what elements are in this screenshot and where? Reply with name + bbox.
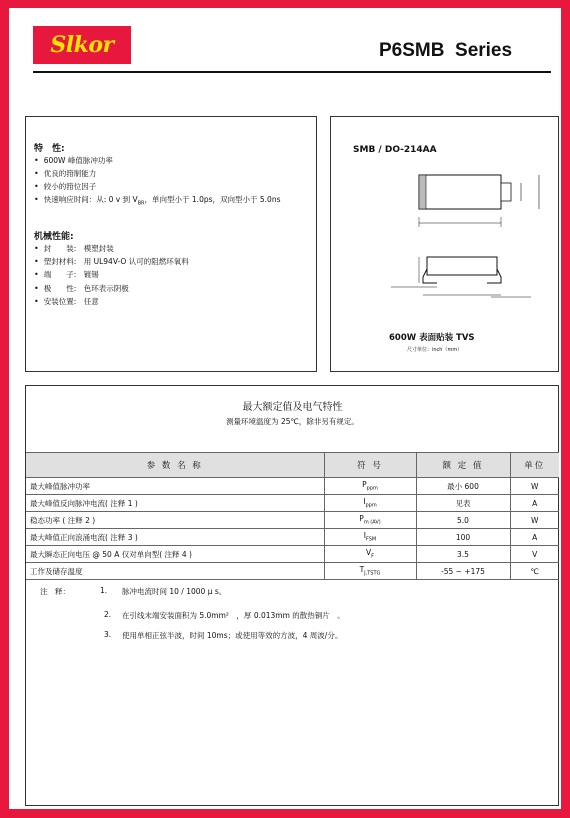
- col-header-parameter: 参 数 名 称: [26, 453, 324, 478]
- mechanical-item: [34, 243, 114, 254]
- table-row: [26, 529, 559, 546]
- mechanical-item: [34, 256, 189, 267]
- note-text: 使用单相正弦半波，时间 10ms；或使用等效的方波，4 周波/分。: [122, 631, 343, 640]
- symbol-sub: ppm: [366, 485, 378, 492]
- ratings-title: 最大额定值及电气特性: [242, 402, 343, 413]
- mechanical-item: [34, 283, 129, 294]
- param-name: 最大峰值脉冲功率: [26, 478, 324, 495]
- table-row: [26, 478, 559, 495]
- param-symbol: [324, 529, 416, 546]
- symbol-text: I: [363, 497, 366, 507]
- note-text: 在引线末端安装面积为 5.0mm² ，厚 0.013mm 的散热铜片 。: [122, 611, 345, 620]
- feature-item: • 优良的箝制能力: [34, 168, 96, 179]
- param-unit: ℃: [510, 563, 559, 580]
- feature-text: ，单向型小于 1.0ps，双向型小于 5.0ns: [144, 195, 281, 204]
- note-text: 脉冲电流时间 10 / 1000 μ s。: [122, 587, 227, 596]
- ratings-subtitle: 测量环境温度为 25℃，除非另有规定。: [226, 417, 359, 426]
- feature-text: 快速响应时间：从: 0 v 到 V: [43, 195, 138, 204]
- table-row: [26, 512, 559, 529]
- mech-label: 极 性:: [43, 284, 77, 293]
- feature-item: [34, 194, 280, 207]
- param-name: 最大瞬态正向电压 @ 50 A 仅对单向型( 注释 4 ): [26, 546, 324, 563]
- notes-label: 注 释：: [40, 587, 70, 596]
- feature-item: • 600W 峰值脉冲功率: [34, 155, 113, 166]
- ratings-table: [26, 452, 559, 580]
- package-box: [330, 116, 559, 372]
- mech-value: 色环表示阴极: [83, 284, 129, 293]
- package-title: SMB / DO-214AA: [353, 145, 437, 155]
- note-number: 2.: [104, 610, 112, 619]
- param-name: 最大峰值反向脉冲电流( 注释 1 ): [26, 495, 324, 512]
- param-symbol: [324, 546, 416, 563]
- param-symbol: [324, 563, 416, 580]
- symbol-sub: J,TSTG: [364, 570, 381, 577]
- col-header-symbol: 符 号: [324, 453, 416, 478]
- mech-value: 用 UL94V-O 认可的阻燃环氧料: [83, 257, 189, 266]
- col-header-value: 额 定 值: [416, 453, 510, 478]
- table-row: [26, 546, 559, 563]
- symbol-text: I: [363, 531, 366, 541]
- symbol-sub: F: [371, 553, 375, 560]
- symbol-sub: m (AV): [363, 519, 381, 526]
- param-symbol: [324, 512, 416, 529]
- mech-value: 模塑封装: [83, 244, 114, 253]
- mech-value: 镀锡: [83, 270, 99, 279]
- param-unit: V: [510, 546, 559, 563]
- mechanical-item: [34, 296, 99, 307]
- param-value: 最小 600: [416, 478, 510, 495]
- param-value: -55 ~ +175: [416, 563, 510, 580]
- symbol-sub: ppm: [365, 502, 377, 509]
- table-row: [26, 495, 559, 512]
- mech-label: 封 装:: [43, 244, 77, 253]
- symbol-sub: FSM: [365, 536, 377, 543]
- param-unit: W: [510, 478, 559, 495]
- param-value: 100: [416, 529, 510, 546]
- ratings-box: [25, 385, 559, 806]
- symbol-text: P: [362, 480, 367, 490]
- slkor-logo: Slkor: [33, 26, 131, 64]
- param-value: 见表: [416, 495, 510, 512]
- note-number: 3.: [104, 630, 112, 639]
- table-row: [26, 563, 559, 580]
- mech-label: 塑封材料:: [43, 257, 77, 266]
- series-title: P6SMB Series: [379, 40, 513, 61]
- symbol-text: P: [359, 514, 364, 524]
- table-header-row: [26, 453, 559, 478]
- param-name: 工作及储存温度: [26, 563, 324, 580]
- param-value: 5.0: [416, 512, 510, 529]
- mechanical-title: 机械性能:: [34, 232, 74, 242]
- feature-item: • 较小的箝位因子: [34, 181, 96, 192]
- header-rule: [33, 71, 551, 73]
- datasheet-page: [9, 8, 561, 809]
- mech-label: 安装位置:: [43, 297, 77, 306]
- package-caption: 600W 表面贴装 TVS: [389, 333, 475, 343]
- param-unit: W: [510, 512, 559, 529]
- features-title: 特 性:: [34, 144, 65, 154]
- symbol-text: T: [359, 565, 365, 575]
- mech-value: 任意: [83, 297, 99, 306]
- param-unit: A: [510, 495, 559, 512]
- param-symbol: [324, 495, 416, 512]
- param-name: 最大峰值正向浪涌电流( 注释 3 ): [26, 529, 324, 546]
- mech-label: 端 子:: [43, 270, 77, 279]
- param-value: 3.5: [416, 546, 510, 563]
- features-box: [25, 116, 317, 372]
- param-name: 稳态功率 ( 注释 2 ): [26, 512, 324, 529]
- mechanical-item: [34, 269, 99, 280]
- param-symbol: [324, 478, 416, 495]
- vbr-subscript: BR: [137, 200, 145, 207]
- param-unit: A: [510, 529, 559, 546]
- note-number: 1.: [100, 586, 108, 595]
- unit-note: 尺寸单位：inch（mm）: [407, 347, 463, 353]
- col-header-unit: 单位: [510, 453, 559, 478]
- symbol-text: V: [365, 548, 372, 558]
